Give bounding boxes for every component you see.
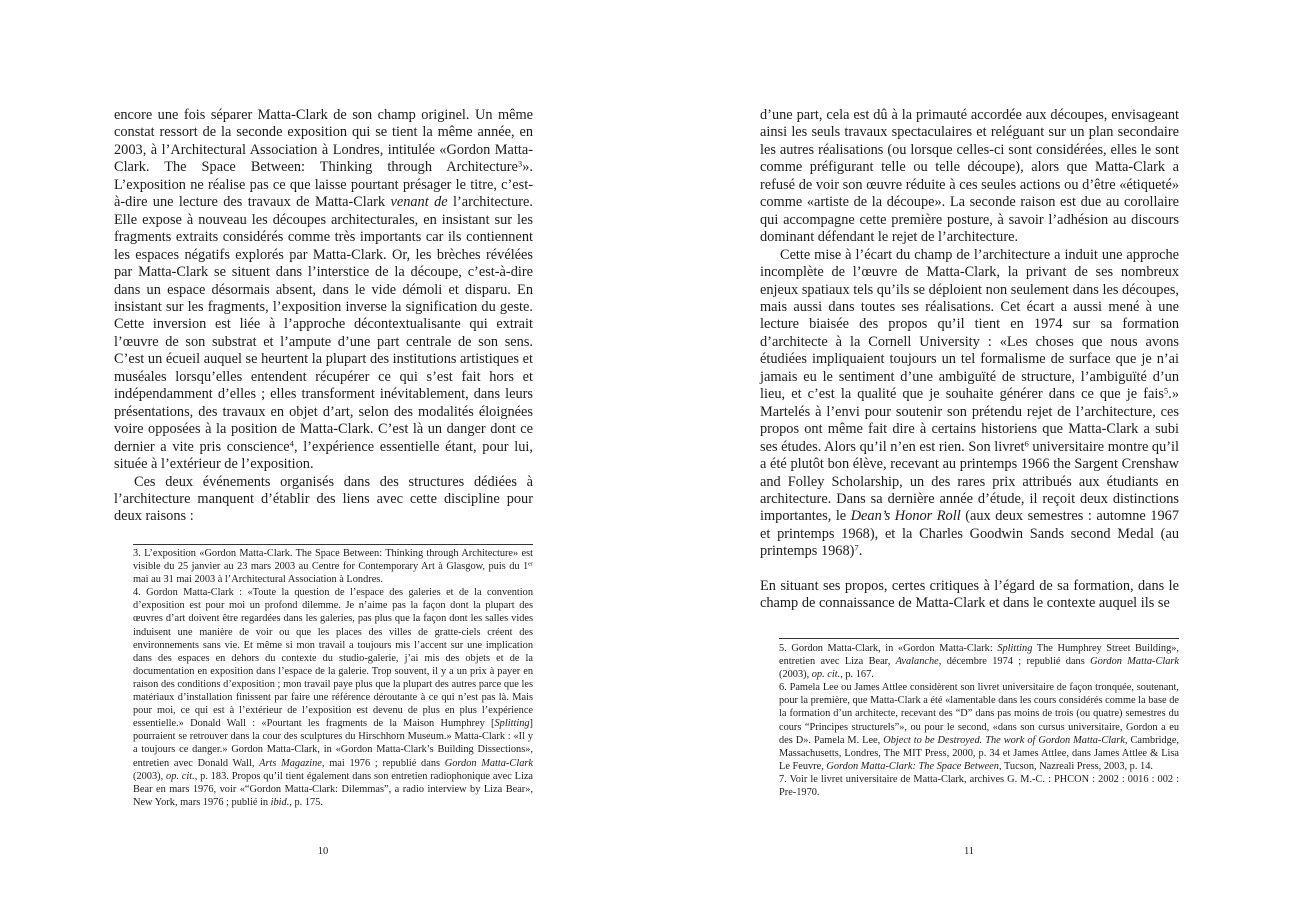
text-run: , Tucson, Nazreali Press, 2003, p. 14. — [998, 760, 1153, 772]
text-run: 5. Gordon Matta-Clark, in «Gordon Matta-Clark: — [779, 643, 998, 654]
footnote — [779, 642, 1179, 681]
italic-text: Gordon Matta-Clark: The Space Between — [826, 760, 999, 772]
italic-text: Arts Magazine — [259, 757, 322, 769]
paragraph — [760, 247, 1179, 561]
italic-text: Splitting — [997, 643, 1033, 654]
left-body-text — [114, 107, 533, 526]
paragraph — [760, 107, 1179, 247]
text-run: Cette mise à l’écart du champ de l’architecture a induit une approche incomplète de l’œuvre de Matta-Clark, la privant de ses nombreux enjeux spatiaux tels qu’ils se déploient non seulement dans les découpes, mais aussi dans toutes ses réalisations. Cet écart a aussi mené à une lecture biaisée des propos qu’il tient en 1974 sur sa formation d’architecte à la Cornell University : «Les choses que nous avons étudiées impliquaient toujours un tel formalisme de surface que je n’ai jamais eu le sentiment d’une ambiguïté de structure, l’ambiguïté d’un lieu, et c’est la qualité que je souhaite générer dans ce que je fais — [760, 246, 1179, 403]
paragraph — [760, 578, 1179, 613]
text-run: Ces deux événements organisés dans des structures dédiées à l’architecture manquent d’établir des liens avec cette discipline pour deux raisons : — [114, 473, 533, 525]
text-run: The Humphrey Street Building», entretien avec Liza Bear, — [779, 643, 1179, 668]
text-run: . — [858, 543, 863, 560]
text-run: l’architecture. Elle expose à nouveau les découpes architecturales, en insistant sur les fragments extraits considérés comme très importants car ils contiennent les espaces négatifs explorés par Matta-Clark. Or, les brèches révélées par Matta-Clark se situent dans l’interstice de la découpe, c’est-à-dire dans un espace désormais absent, dans le vide démoli et disparu. En insistant sur les fragments, l’exposition inverse la signification du geste. Cette inversion est liée à l’approche décontextualisante qui extrait l’œuvre de son substrat et l’ampute d’une part centrale de son sens. C’est un écueil auquel se heurtent la plupart des institutions artistiques et muséales lorsqu’elles entendent récupérer ce qui s’est fait hors et indépendamment d’elles ; elles transforment inévitablement, dans leurs présentations, des travaux en objet d’art, selon des modalités éloignées voire opposées à la position de Matta-Clark. C’est là un danger dont ce dernier a vite pris conscience — [114, 194, 534, 455]
note-call: 7 — [854, 542, 859, 553]
text-run: encore une fois séparer Matta-Clark de son champ originel. Un même constat ressort de la seconde exposition qui se tient la même année, en 2003, à l’Architectural Association à Londres, intitulée «Gordon Matta-Clark. The Space Between: Thinking through Architecture — [114, 107, 533, 176]
text-run: mai au 31 mai 2003 à l’Architectural Association à Londres. — [133, 574, 383, 586]
italic-text: Gordon Matta-Clark — [444, 757, 533, 769]
italic-text: ibid. — [270, 796, 290, 808]
note-call: 5 — [1163, 385, 1169, 396]
text-run: 7. Voir le livret universitaire de Matta-Clark, archives G. M.-C. : PHCON : 2002 : 0016 : 002 : Pre-1970. — [779, 773, 1179, 799]
text-run: , l’expérience essentielle étant, pour lui, située à l’extérieur de l’exposition. — [114, 438, 533, 473]
italic-text: Dean’s Honor Roll — [850, 508, 961, 525]
right-body-text — [760, 107, 1179, 613]
text-run: (2003), — [133, 770, 167, 782]
text-run: 3. L’exposition «Gordon Matta-Clark. The Space Between: Thinking through Architecture» est visible du 25 janvier au 23 mars 2003 au Centre for Contemporary Art à Glasgow, puis du 1 — [133, 548, 533, 573]
text-run: , p. 175. — [289, 796, 323, 808]
note-call: 4 — [289, 437, 294, 448]
text-run: (aux deux semestres : automne 1967 et printemps 1968), et la Charles Goodwin Sands second Medal (au printemps 1968) — [760, 508, 1179, 560]
paragraph — [114, 474, 533, 526]
italic-text: Gordon Matta-Clark — [1090, 656, 1179, 668]
note-call: 6 — [1024, 437, 1029, 448]
text-run: ] pourraient se retrouver dans la cour des sculptures du Hirschhorn Museum.» Matta-Clark : «Il y a toujours ce danger.» Gordon Matta-Clark, in «Gordon Matta-Clark’s Building Dissections», entretien avec Donald Wall, — [133, 718, 533, 769]
left-footnotes — [133, 547, 533, 809]
left-footnote-rule — [133, 544, 533, 545]
footnote — [779, 681, 1179, 773]
text-run: , mai 1976 ; republié dans — [321, 757, 445, 769]
text-run: universitaire montre qu’il a été plutôt bon élève, recevant au printemps 1966 the Sargent Crenshaw and Folley Scholarship, un des rares prix attribués aux étudiants en architecture. Dans sa dernière année d’étude, il reçoit deux distinctions importantes, le — [760, 438, 1180, 525]
left-page-number: 10 — [317, 846, 329, 857]
italic-text: Splitting — [494, 718, 530, 730]
text-run: , p. 183. Propos qu’il tient également dans son entretien radiophonique avec Liza Bear en mars 1976, voir «“Gordon Matta-Clark: Dilemmas”, a radio interview by Liza Bear», New York, mars 1976 ; publié in — [133, 770, 534, 808]
note-call: 3 — [517, 158, 523, 169]
note-call: er — [528, 560, 533, 568]
text-run: 6. Pamela Lee ou James Attlee considèrent son livret universitaire de façon tronquée, soutenant, pour la première, que Matta-Clark a été «lamentable dans les cours considérés comme la base de la formation d’un architecte, recevant des “D” dans pas moins de trois (ou quatre) semestres du cours “Principes structurels”», ou pour le second, «dans son cursus universitaire, Gordon a eu des D». Pamela M. Lee, — [779, 682, 1179, 746]
text-run: 4. Gordon Matta-Clark : «Toute la question de l’espace des galeries et de la convention d’exposition est pour moi un profond dilemme. Je n’aime pas la façon dont la plupart des œuvres d’art doivent être regardées dans les galeries, pas plus que la façon dont les salles vides induisent une manière de voir ou que les places des villes de gratte-ciels créent des environnements sans vie. Et même si mon travail a toujours mis l’accent sur une implication dans des espaces en dehors du contexte du studio-galerie, j’ai mis des objets et de la documentation en exposition dans l’espace de la galerie. Trop souvent, il y a un prix à payer en raison des conditions d’exposition ; mon travail paye plus que la plupart des autres parce que les matériaux d’installation finissent par faire une référence déroutante à ce qui n’est pas là. Mais pour moi, ce qui est à l’extérieur de l’exposition est devenu de plus en plus l’expérience essentielle.» Donald Wall : «Pourtant les fragments de la Maison Humphrey [ — [133, 587, 533, 730]
text-run: , décembre 1974 ; republié dans — [938, 656, 1091, 668]
text-run: En situant ses propos, certes critiques à l’égard de sa formation, dans le champ de connaissance de Matta-Clark et dans le contexte auquel ils se — [760, 577, 1179, 612]
text-run: d’une part, cela est dû à la primauté accordée aux découpes, envisageant ainsi les seuls travaux spectaculaires et reléguant sur un plan secondaire les autres réalisations (ou lorsque celles-ci sont considérées, elles le sont comme préfigurant telle ou telle découpe), alors que Matta-Clark a refusé de voir son œuvre réduite à ces seules actions ou d’être «étiqueté» comme «artiste de la découpe». La seconde raison est due au corollaire qui accompagne cette première posture, à savoir l’adhésion au discours dominant défendant le rejet de l’architecture. — [760, 107, 1179, 246]
footnote — [779, 773, 1179, 799]
right-footnotes — [779, 642, 1179, 799]
footnote — [133, 586, 533, 809]
right-page-number: 11 — [963, 846, 975, 857]
paragraph — [114, 107, 533, 474]
footnote — [133, 547, 533, 586]
text-run: , p. 167. — [840, 669, 874, 681]
italic-text: Avalanche — [895, 656, 939, 668]
text-run: (2003), — [779, 669, 812, 681]
italic-text: venant de — [390, 194, 448, 211]
italic-text: Object to be Destroyed. The work of Gordon Matta-Clark — [883, 734, 1125, 746]
text-run: ». L’exposition ne réalise pas ce que laisse pourtant présager le titre, c’est-à-dire une lecture des travaux de Matta-Clark — [114, 159, 533, 211]
text-run: , Cambridge, Massachusetts, Londres, The MIT Press, 2000, p. 34 et James Attlee, dans James Attlee & Lisa Le Feuvre, — [779, 734, 1179, 772]
italic-text: op. cit. — [811, 669, 841, 681]
right-page — [646, 0, 1293, 913]
left-page — [0, 0, 646, 913]
text-run: .» Martelés à l’envi pour soutenir son prétendu rejet de l’architecture, ces propos ont même fait dire à certains historiens que Matta-Clark a subi ses études. Alors qu’il n’en est rien. Son livret — [760, 386, 1179, 455]
right-footnote-rule — [779, 638, 1179, 639]
italic-text: op. cit. — [166, 770, 195, 782]
